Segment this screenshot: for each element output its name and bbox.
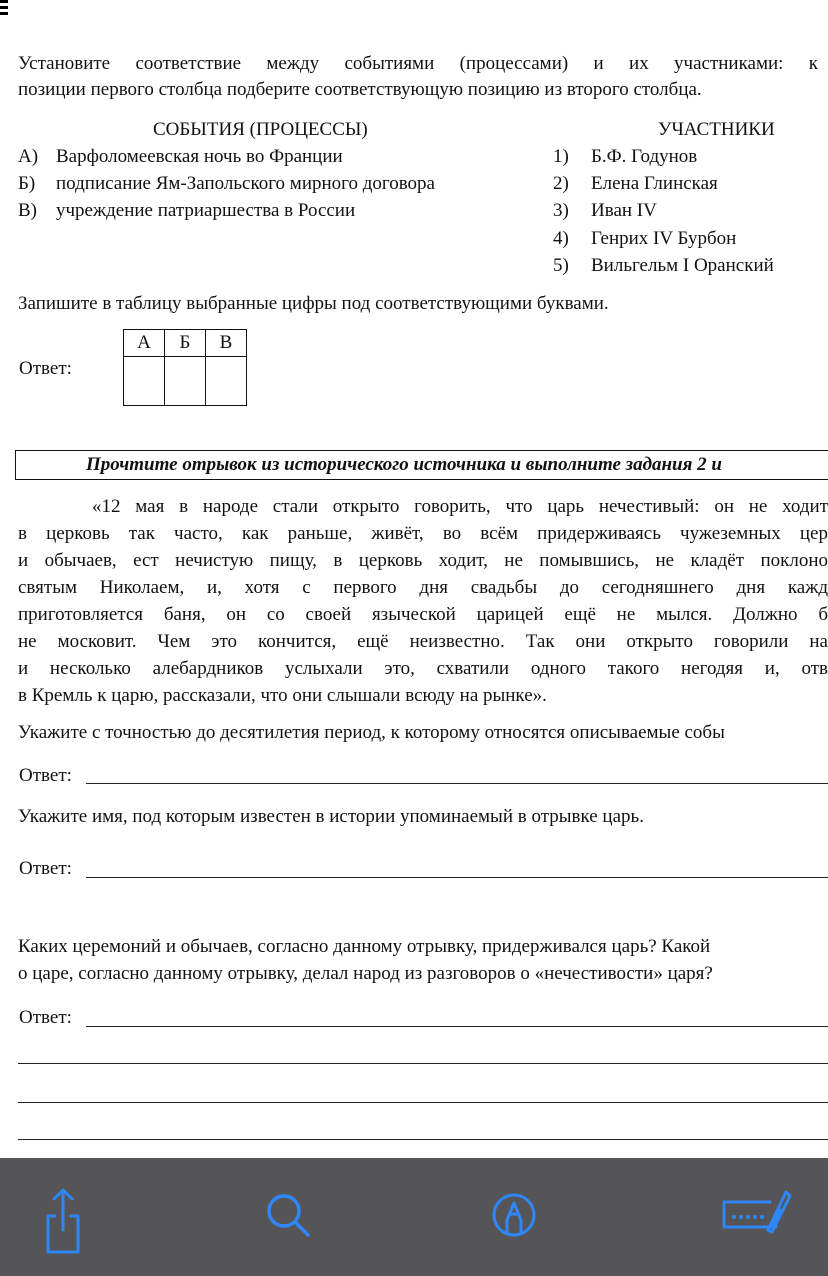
participant-text: Генрих IV Бурбон xyxy=(591,228,737,249)
markup-button[interactable] xyxy=(474,1178,554,1258)
event-text: подписание Ям-Запольского мирного договора xyxy=(56,173,435,194)
event-text: Варфоломеевская ночь во Франции xyxy=(56,146,343,167)
markup-icon xyxy=(474,1178,554,1258)
answer-table-header-a: А xyxy=(124,330,165,357)
events-column-header: СОБЫТИЯ (ПРОЦЕССЫ) xyxy=(153,119,368,140)
answer-label-q2: Ответ: xyxy=(19,765,72,786)
participant-marker: 3) xyxy=(553,200,569,221)
participant-marker: 5) xyxy=(553,255,569,276)
answer-cell-b[interactable] xyxy=(165,357,206,406)
keyboard-pen-button[interactable] xyxy=(712,1178,802,1258)
answer-line-q4-1[interactable] xyxy=(86,1026,828,1027)
question-3: Укажите имя, под которым известен в истории упоминаемый в отрывке царь. xyxy=(18,806,644,827)
task1-instruction-line1: Установите соответствие между событиями (процессами) и их участниками: к xyxy=(18,53,818,74)
source-task-title: Прочтите отрывок из исторического источника и выполните задания 2 и xyxy=(86,454,722,475)
excerpt-line-8: в Кремль к царю, рассказали, что они слышали всюду на рынке». xyxy=(18,685,547,706)
event-text: учреждение патриаршества в России xyxy=(56,200,356,221)
answer-line-q4-3[interactable] xyxy=(18,1102,828,1103)
excerpt-line-3: и обычаев, ест нечистую пищу, в церковь ходит, не помывшись, не кладёт поклоно xyxy=(18,550,828,571)
question-2: Укажите с точностью до десятилетия период, к которому относятся описываемые собы xyxy=(18,722,725,743)
table-instruction: Запишите в таблицу выбранные цифры под соответствующими буквами. xyxy=(18,293,609,314)
answer-table-header-c: В xyxy=(206,330,247,357)
participant-item-2 xyxy=(553,171,718,197)
participant-item-5 xyxy=(553,253,774,279)
participant-text: Иван IV xyxy=(591,200,657,221)
search-icon xyxy=(248,1178,328,1258)
search-button[interactable] xyxy=(248,1178,328,1258)
participant-marker: 2) xyxy=(553,173,569,194)
event-marker: А) xyxy=(18,146,39,167)
answer-table-header-b: Б xyxy=(165,330,206,357)
excerpt-line-5: приготовляется баня, он со своей языческой царицей ещё не мылся. Должно б xyxy=(18,604,828,625)
answer-cell-a[interactable] xyxy=(124,357,165,406)
question-4-line2: о царе, согласно данному отрывку, делал народ из разговоров о «нечестивости» царя? xyxy=(18,963,713,984)
answer-line-q4-2[interactable] xyxy=(18,1063,828,1064)
participant-text: Елена Глинская xyxy=(591,173,718,194)
participants-column-header: УЧАСТНИКИ xyxy=(658,119,775,140)
event-marker: В) xyxy=(18,200,37,221)
participant-item-3 xyxy=(553,198,657,224)
answer-cell-c[interactable] xyxy=(206,357,247,406)
event-item-c xyxy=(18,198,355,224)
event-item-a xyxy=(18,144,343,170)
answer-label-q4: Ответ: xyxy=(19,1007,72,1028)
share-icon xyxy=(22,1178,102,1258)
excerpt-line-2: в церковь так часто, как раньше, живёт, во всём придерживаясь чужеземных цер xyxy=(18,523,828,544)
participant-text: Вильгельм I Оранский xyxy=(591,255,774,276)
event-marker: Б) xyxy=(18,173,36,194)
answer-line-q2[interactable] xyxy=(86,783,828,784)
excerpt-line-1: «12 мая в народе стали открыто говорить, что царь нечестивый: он не ходит xyxy=(92,496,828,517)
task1-instruction-line2: позиции первого столбца подберите соответствующую позицию из второго столбца. xyxy=(18,79,702,100)
share-button[interactable] xyxy=(22,1178,102,1258)
answer-table xyxy=(123,329,247,406)
excerpt-line-6: не московит. Чем это кончится, ещё неизвестно. Так они открыто говорили на xyxy=(18,631,828,652)
excerpt-line-7: и несколько алебардников услыхали это, схватили одного такого негодяя и, отв xyxy=(18,658,828,679)
participant-marker: 1) xyxy=(553,146,569,167)
event-item-b xyxy=(18,171,435,197)
participant-item-4 xyxy=(553,226,736,252)
page-corner-mark xyxy=(0,0,9,16)
question-4-line1: Каких церемоний и обычаев, согласно данному отрывку, придерживался царь? Какой xyxy=(18,936,711,957)
bottom-toolbar xyxy=(0,1158,828,1276)
answer-line-q3[interactable] xyxy=(86,877,828,878)
participant-marker: 4) xyxy=(553,228,569,249)
excerpt-line-4: святым Николаем, и, хотя с первого дня свадьбы до сегодняшнего дня кажд xyxy=(18,577,828,598)
answer-label-task1: Ответ: xyxy=(19,358,72,379)
participant-text: Б.Ф. Годунов xyxy=(591,146,698,167)
keyboard-pen-icon xyxy=(712,1178,802,1258)
answer-line-q4-4[interactable] xyxy=(18,1139,828,1140)
answer-label-q3: Ответ: xyxy=(19,858,72,879)
source-task-title-box xyxy=(15,450,828,480)
participant-item-1 xyxy=(553,144,697,170)
